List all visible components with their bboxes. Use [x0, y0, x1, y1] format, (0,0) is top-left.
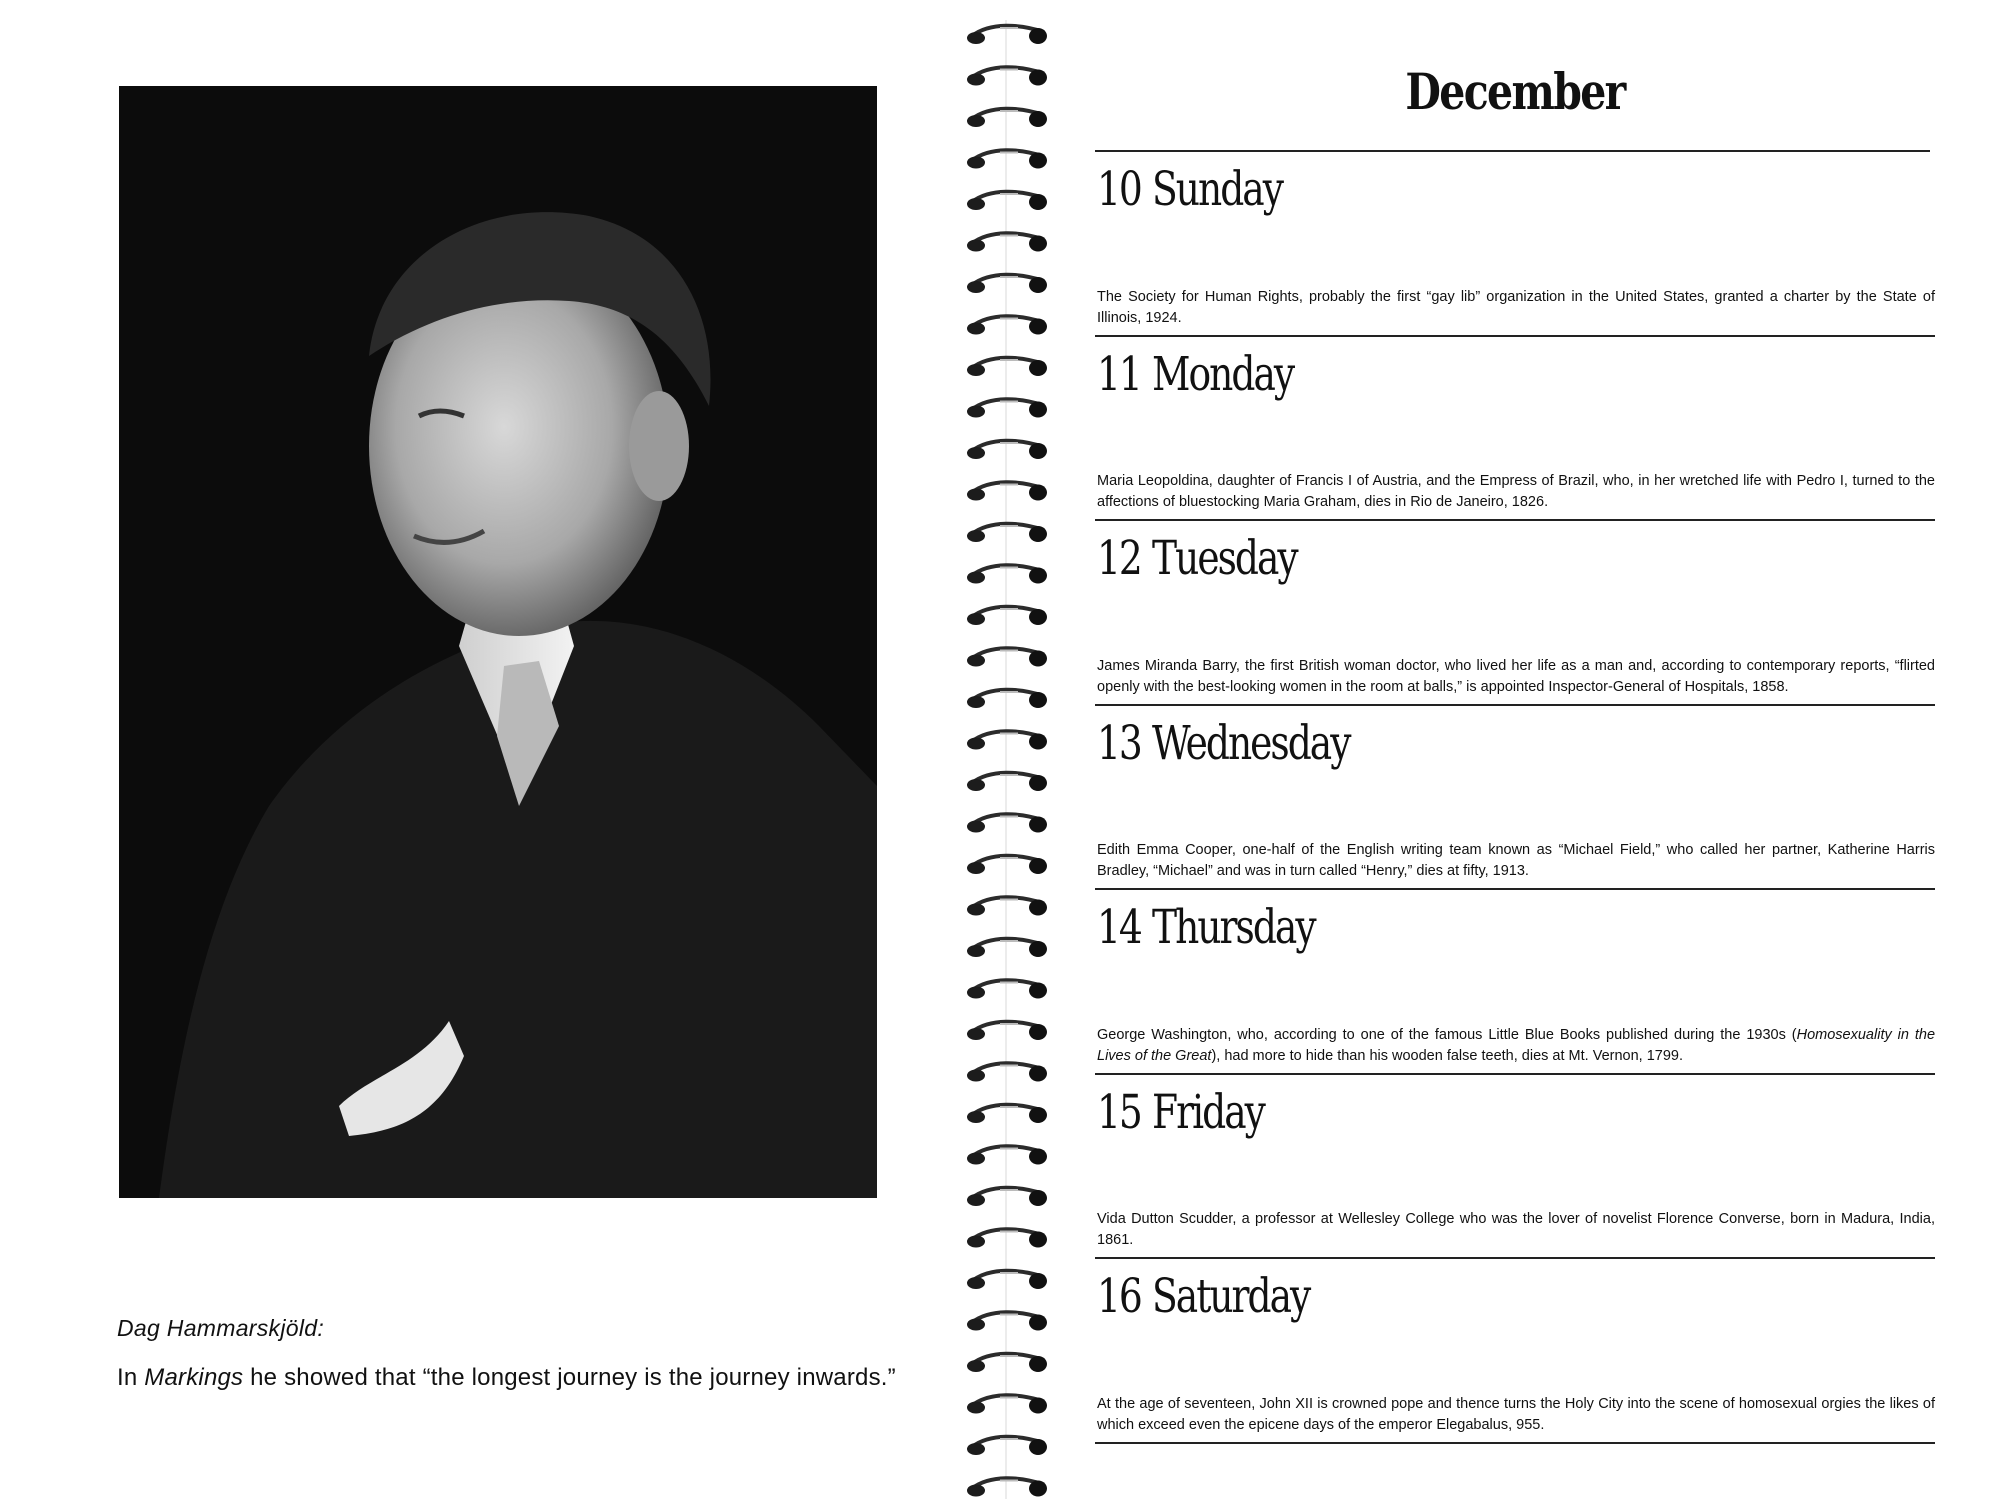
spiral-coil	[967, 150, 1047, 168]
spiral-coil	[967, 731, 1047, 749]
spiral-coil	[967, 607, 1047, 625]
day-number: 10	[1097, 162, 1141, 217]
spiral-coil	[967, 26, 1047, 44]
day-sunday	[1095, 152, 1935, 337]
spiral-coil	[967, 939, 1047, 957]
day-heading	[1097, 1085, 1264, 1140]
day-weekday: Saturday	[1152, 1269, 1310, 1324]
day-saturday	[1095, 1259, 1935, 1444]
day-weekday: Tuesday	[1152, 531, 1297, 586]
spiral-coil	[967, 1478, 1047, 1496]
spiral-coil	[967, 1354, 1047, 1372]
spiral-coil	[967, 233, 1047, 251]
day-tuesday	[1095, 521, 1935, 706]
spiral-coil	[967, 1395, 1047, 1413]
spiral-coil	[967, 690, 1047, 708]
spiral-coil	[967, 1437, 1047, 1455]
right-page	[1095, 0, 1935, 1499]
day-number: 16	[1097, 1269, 1141, 1324]
day-weekday: Monday	[1152, 346, 1294, 402]
spiral-coil	[967, 1146, 1047, 1164]
spiral-coil	[967, 316, 1047, 334]
day-number: 12	[1097, 531, 1141, 586]
day-entry	[1097, 1025, 1935, 1067]
day-heading	[1097, 347, 1293, 402]
spiral-coil	[967, 648, 1047, 666]
day-entry: At the age of seventeen, John XII is crowned pope and thence turns the Holy City into the scene of homosexual orgies the likes of which exceed even the epicene days of the emperor Elegabalus, 955.	[1097, 1395, 1935, 1433]
spiral-coil	[967, 565, 1047, 583]
spiral-coil	[967, 773, 1047, 791]
photo-caption	[117, 1315, 937, 1392]
spiral-coil	[967, 814, 1047, 832]
day-heading	[1097, 716, 1349, 771]
day-entry-book-title: Homosexuality in the Lives of the Great	[1097, 1026, 1936, 1064]
spiral-coil	[967, 1188, 1047, 1206]
day-number: 13	[1097, 715, 1141, 771]
day-wednesday	[1095, 706, 1935, 891]
spiral-coil	[967, 358, 1047, 376]
day-entry: Maria Leopoldina, daughter of Francis I of Austria, and the Empress of Brazil, who, in her wretched life with Pedro I, turned to the affections of bluestocking Maria Graham, dies in Rio de Janeiro, 1826.	[1097, 473, 1935, 510]
caption-quote-suffix: he showed that “the longest journey is the journey inwards.”	[243, 1364, 896, 1391]
day-list	[1095, 152, 1935, 1444]
day-monday	[1095, 337, 1935, 522]
spiral-coil	[967, 980, 1047, 998]
spiral-coil	[967, 856, 1047, 874]
day-entry: Edith Emma Cooper, one-half of the English writing team known as “Michael Field,” who called her partner, Katherine Harris Bradley, “Michael” and was in turn called “Henry,” dies at fifty, 1913.	[1097, 842, 1935, 879]
spiral-coil	[967, 524, 1047, 542]
spiral-coil	[967, 275, 1047, 293]
day-entry: James Miranda Barry, the first British woman doctor, who lived her life as a man and, according to contemporary reports, “flirted openly with the best-looking women in the room at balls,” is appointed Inspector-General of Hospitals, 1858.	[1097, 657, 1935, 695]
caption-quote-prefix: In	[117, 1364, 145, 1391]
day-number: 14	[1097, 900, 1141, 955]
spiral-coils	[960, 20, 1060, 1499]
spiral-coil	[967, 1312, 1047, 1330]
day-thursday	[1095, 890, 1935, 1075]
spiral-coil	[967, 1022, 1047, 1040]
day-number: 11	[1097, 346, 1141, 402]
day-weekday: Sunday	[1152, 162, 1282, 217]
spiral-coil	[967, 109, 1047, 127]
spiral-coil	[967, 1063, 1047, 1081]
day-entry-suffix: ), had more to hide than his wooden false teeth, dies at Mt. Vernon, 1799.	[1211, 1047, 1684, 1064]
spiral-binding	[960, 20, 1060, 1499]
spiral-coil	[967, 897, 1047, 915]
day-entry: The Society for Human Rights, probably the first “gay lib” organization in the United States, granted a charter by the State of Illinois, 1924.	[1097, 288, 1935, 326]
day-weekday: Friday	[1152, 1084, 1264, 1140]
day-entry-prefix: George Washington, who, according to one of the famous Little Blue Books published during the 1930s (	[1097, 1026, 1797, 1043]
spiral-coil	[967, 1229, 1047, 1247]
spiral-coil	[967, 399, 1047, 417]
spiral-coil	[967, 67, 1047, 85]
day-heading	[1097, 900, 1315, 955]
spiral-coil	[967, 1271, 1047, 1289]
spiral-coil	[967, 192, 1047, 210]
portrait-illustration	[119, 86, 877, 1198]
caption-book-title: Markings	[144, 1364, 244, 1391]
month-title: December	[1405, 62, 1625, 121]
day-weekday: Thursday	[1152, 900, 1315, 955]
caption-quote	[117, 1364, 937, 1392]
day-heading	[1097, 162, 1282, 217]
spiral-coil	[967, 1105, 1047, 1123]
day-number: 15	[1097, 1084, 1141, 1140]
caption-name: Dag Hammarskjöld:	[117, 1315, 325, 1341]
portrait-photo	[119, 86, 877, 1198]
day-friday	[1095, 1075, 1935, 1260]
day-weekday: Wednesday	[1152, 715, 1350, 771]
day-entry: Vida Dutton Scudder, a professor at Wellesley College who was the lover of novelist Florence Converse, born in Madura, India, 1861.	[1097, 1211, 1935, 1248]
day-heading	[1097, 531, 1297, 586]
spiral-coil	[967, 441, 1047, 459]
spiral-coil	[967, 482, 1047, 500]
day-heading	[1097, 1269, 1309, 1324]
left-page	[0, 0, 960, 1499]
